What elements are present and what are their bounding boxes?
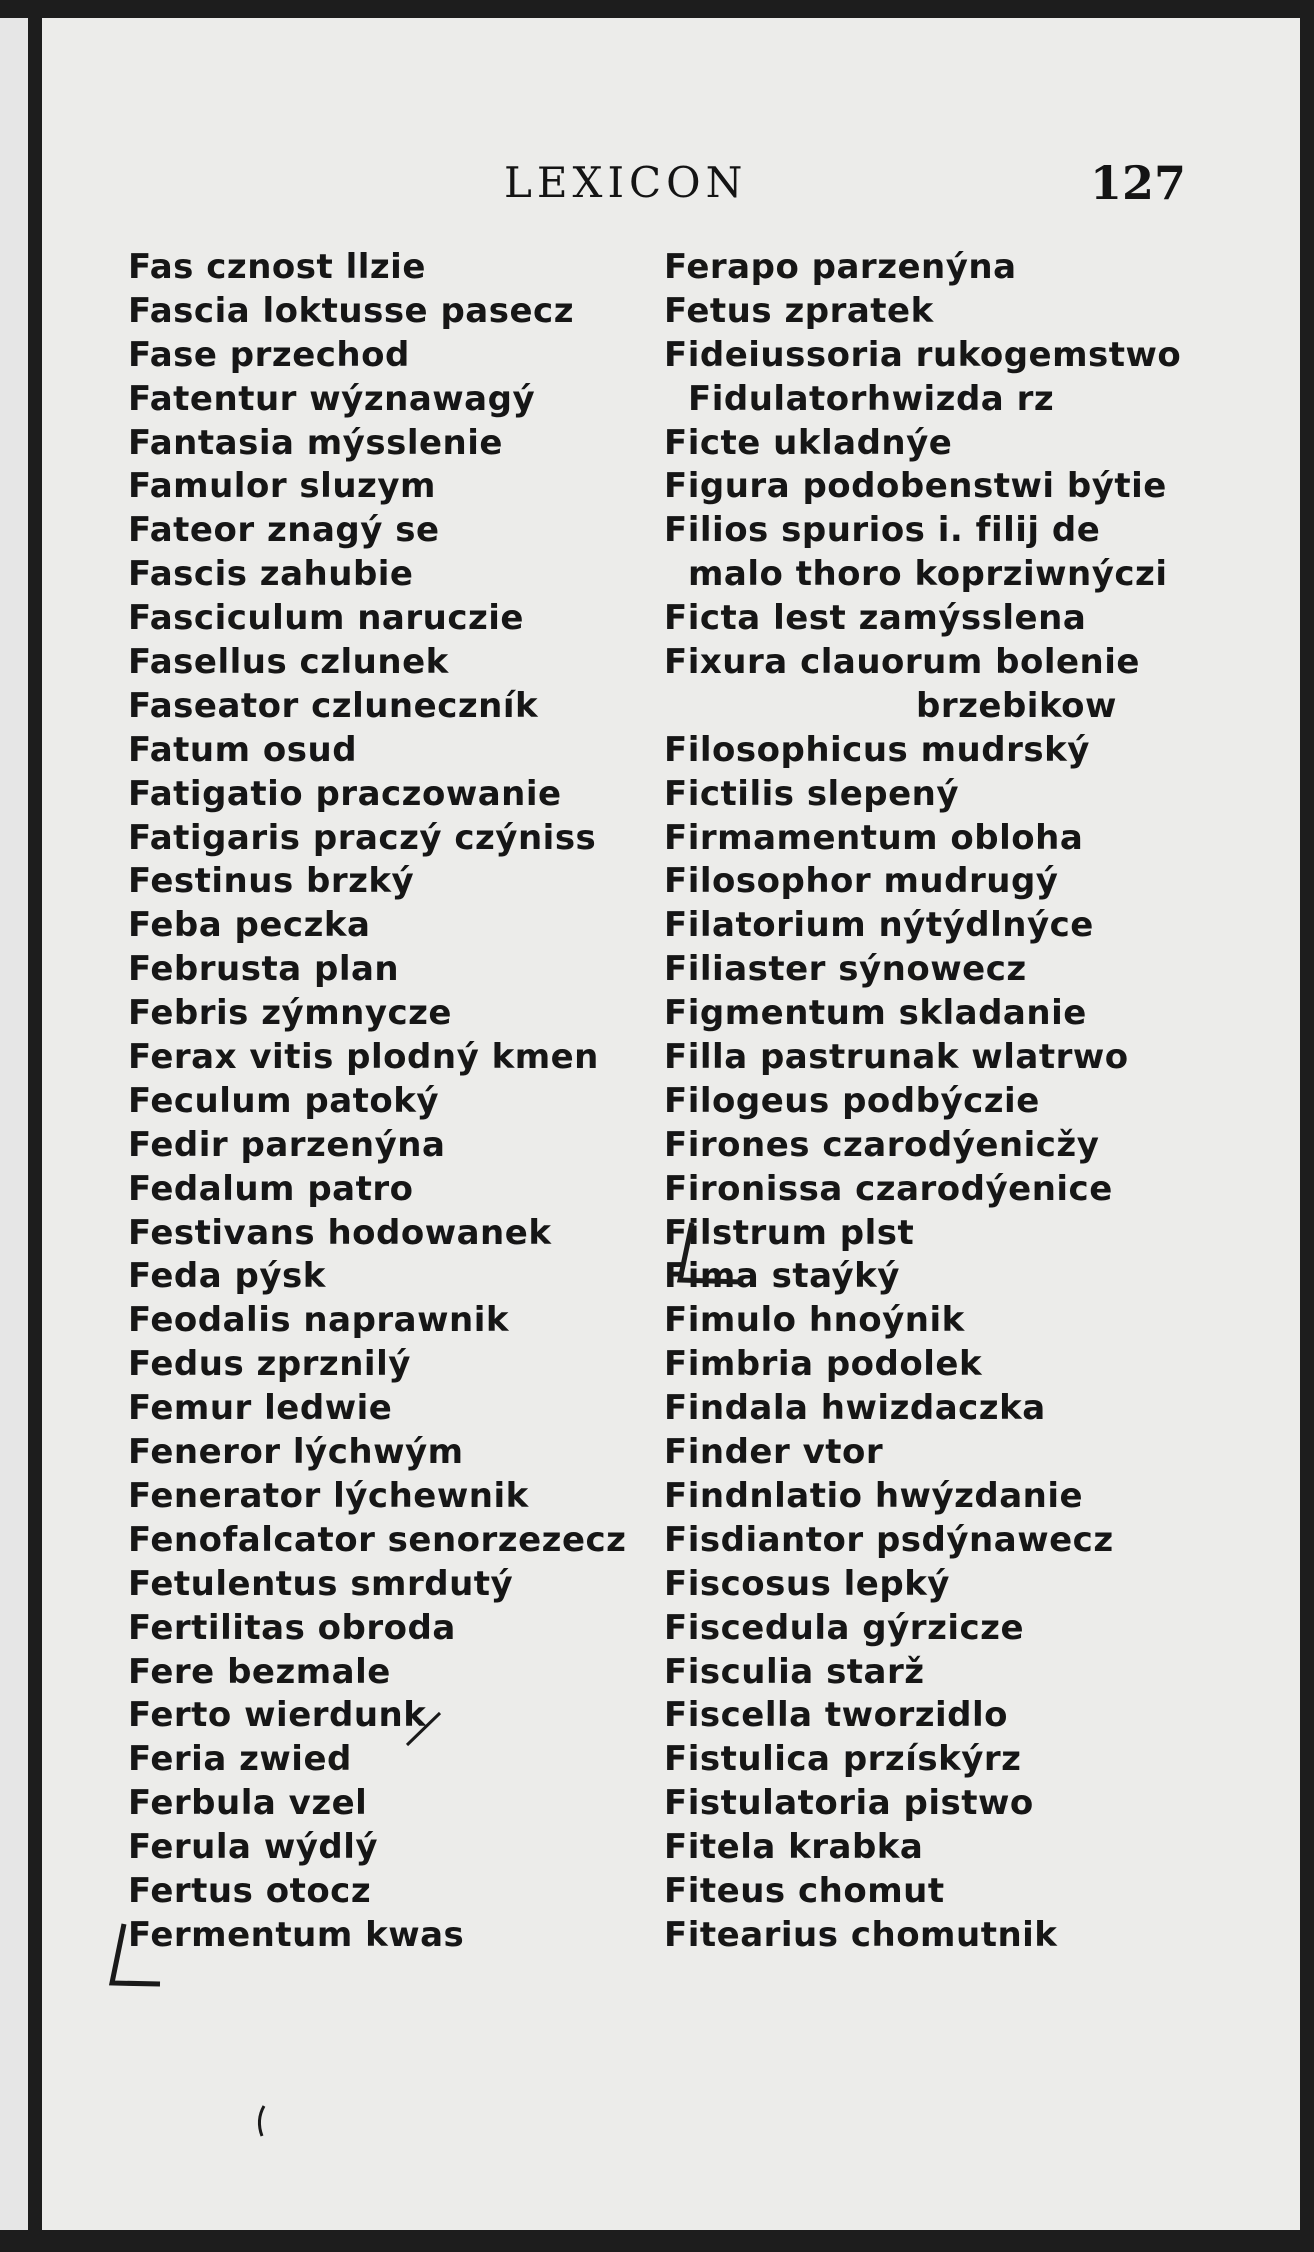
entry: Filogeus podbýczie [664,1080,1040,1121]
entry: Fima staýký [664,1256,900,1297]
entry: Findnlatio hwýzdanie [664,1475,1084,1516]
entry: Febris zýmnycze [128,993,452,1034]
entry: Fixura clauorum bolenie [664,642,1140,683]
entry-continuation: brzebikow [916,685,1117,726]
entry: Filatorium nýtýdlnýce [664,905,1094,946]
entry: Ferapo parzenýna [664,247,1017,287]
right-column [664,246,1304,1958]
entry: Fenerator lýchewnik [128,1475,529,1516]
entry: Fedalum patro [128,1168,414,1209]
adjacent-page-edge [0,18,28,2230]
entry: Feneror lýchwým [128,1432,464,1473]
entry: Fasciculum naruczie [128,598,524,639]
entry: Feda pýsk [128,1256,326,1297]
entry: Fideiussoria rukogemstwo [664,334,1182,375]
entry: Fimbria podolek [664,1344,983,1385]
entry: Fimulo hnoýnik [664,1300,965,1341]
entry: Fiscella tworzidlo [664,1695,1009,1736]
page [42,18,1300,2230]
entry: Filosophicus mudrský [664,729,1090,770]
entry: Firmamentum obloha [664,817,1084,858]
pen-tick [259,2106,264,2136]
entry: Femur ledwie [128,1388,393,1429]
entry: Fetus zpratek [664,290,934,331]
entry: Finder vtor [664,1432,884,1473]
entry: Festivans hodowanek [128,1212,552,1253]
entry: Fateor znagý se [128,510,440,551]
entry: Fermentum kwas [128,1914,465,1955]
entry: Faseator czluneczník [128,685,539,726]
entry: Filiaster sýnowecz [664,949,1027,990]
entry: Fiscedula gýrzicze [664,1607,1025,1648]
entry: Fantasia mýsslenie [128,422,503,463]
entry: Figmentum skladanie [664,993,1087,1034]
entry-continuation: malo thoro koprziwnýczi [688,554,1168,595]
left-column [128,246,668,1958]
entry: Findala hwizdaczka [664,1388,1046,1429]
entry: Fenofalcator senorzezecz [128,1519,627,1560]
entry: Ferto wierdunk [128,1695,427,1736]
entry: Fascis zahubie [128,554,414,595]
entry: Fitela krabka [664,1827,924,1868]
entry: Fatentur wýznawagý [128,378,536,419]
entry: Fitearius chomutnik [664,1914,1058,1955]
entry: Fisdiantor psdýnawecz [664,1519,1114,1560]
entry: Fascia loktusse pasecz [128,290,574,331]
entry: Firones czarodýenicžy [664,1124,1100,1165]
entry: Fatum osud [128,729,358,770]
entry: Ferax vitis plodný kmen [128,1037,599,1078]
entry: Filla pastrunak wlatrwo [664,1037,1129,1078]
entry: Famulor sluzym [128,466,436,507]
entry: Feba peczka [128,905,371,946]
entry: Fironissa czarodýenice [664,1168,1113,1209]
entry: Feria zwied [128,1739,352,1780]
entry: Filosophor mudrugý [664,861,1059,902]
entry: Feculum patoký [128,1080,440,1121]
running-head: LEXICON [504,158,748,207]
entry: Fedir parzenýna [128,1124,446,1165]
entry: Fictilis slepený [664,773,960,814]
entry: Fatigatio praczowanie [128,773,562,814]
entry: Fere bezmale [128,1651,391,1692]
entry: Ficta lest zamýsslena [664,598,1087,639]
entry: Februsta plan [128,949,400,990]
entry: Fetulentus smrdutý [128,1563,514,1604]
entry: Fas cznost llzie [128,247,426,287]
entry: Fiteus chomut [664,1870,945,1911]
entry: Filstrum plst [664,1212,915,1253]
entry: Filios spurios i. filij de [664,510,1101,551]
entry: Ferbula vzel [128,1783,368,1824]
page-number: 127 [1090,156,1187,210]
entry: Festinus brzký [128,861,415,902]
entry: Fertilitas obroda [128,1607,456,1648]
entry: Figura podobenstwi býtie [664,466,1167,507]
entry: Fiscosus lepký [664,1563,950,1604]
entry: Fatigaris praczý czýniss [128,817,597,858]
page-header [42,158,1300,218]
entry: Fase przechod [128,334,410,375]
entry: Ferula wýdlý [128,1827,379,1868]
entry: Fistulica przískýrz [664,1739,1022,1780]
entry: Fisculia starž [664,1651,925,1692]
entry: Fasellus czlunek [128,642,449,683]
entry: Ficte ukladnýe [664,422,953,463]
entry: Fertus otocz [128,1870,372,1911]
entry: Fistulatoria pistwo [664,1783,1034,1824]
entry: Fidulatorhwizda rz [688,378,1055,419]
entry: Feodalis naprawnik [128,1300,510,1341]
entry: Fedus zprznilý [128,1344,411,1385]
